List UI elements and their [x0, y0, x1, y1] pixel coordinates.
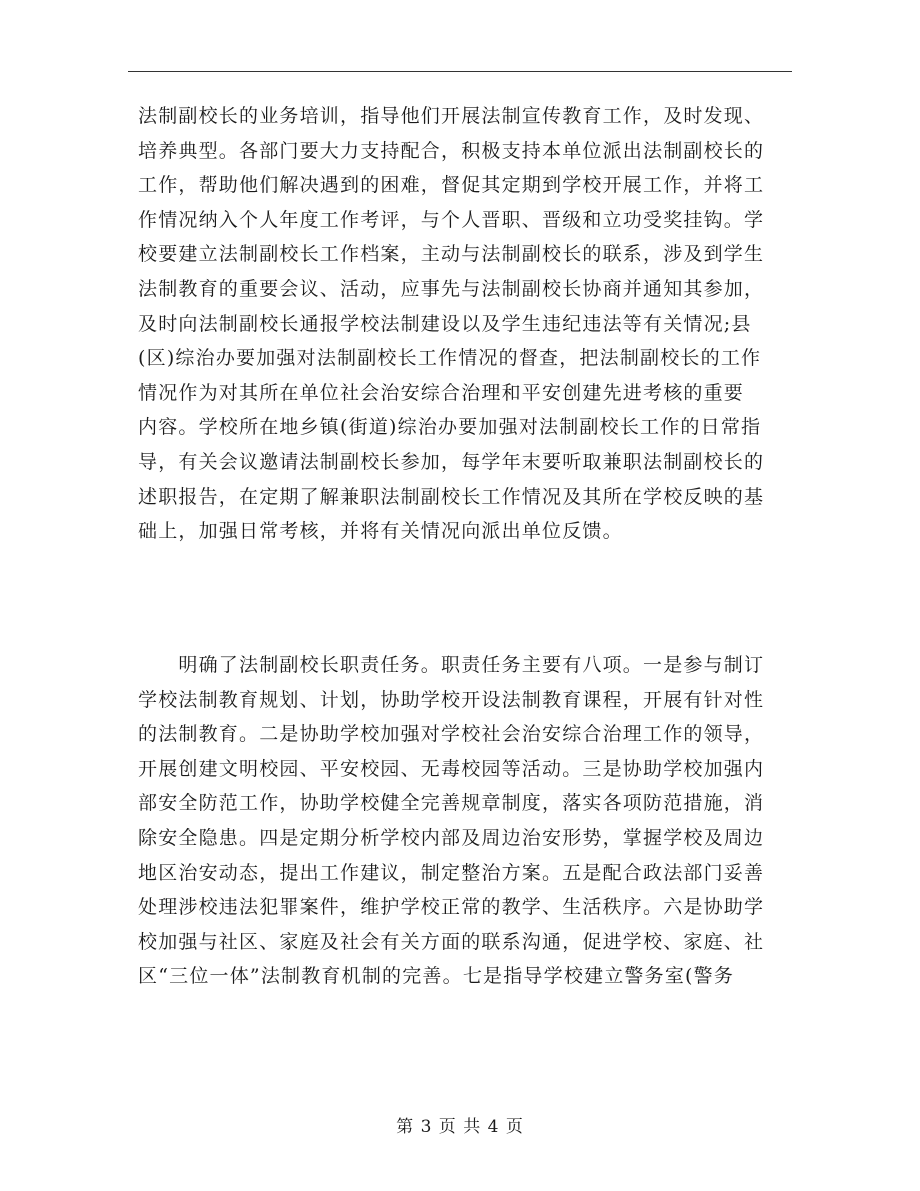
text-line: 校加强与社区、家庭及社会有关方面的联系沟通，促进学校、家庭、社 [138, 930, 765, 953]
text-line: 作情况纳入个人年度工作考评，与个人晋职、晋级和立功受奖挂钩。学 [138, 208, 765, 231]
text-line: 法制副校长的业务培训，指导他们开展法制宣传教育工作，及时发现、 [138, 105, 765, 127]
text-line: 开展创建文明校园、平安校园、无毒校园等活动。三是协助学校加强内 [138, 757, 765, 780]
paragraph-2 [138, 648, 778, 994]
text-line: 处理涉校违法犯罪案件，维护学校正常的教学、生活秩序。六是协助学 [138, 896, 765, 919]
text-line: 础上，加强日常考核，并将有关情况向派出单位反馈。 [138, 520, 623, 543]
paragraph-1 [138, 99, 778, 549]
text-line: 述职报告，在定期了解兼职法制副校长工作情况及其所在学校反映的基 [138, 485, 765, 508]
text-line: 工作，帮助他们解决遇到的困难，督促其定期到学校开展工作，并将工 [138, 174, 765, 197]
text-line: 内容。学校所在地乡镇(街道)综治办要加强对法制副校长工作的日常指 [138, 416, 762, 439]
text-line: 的法制教育。二是协助学校加强对学校社会治安综合治理工作的领导， [138, 723, 765, 746]
text-line: 及时向法制副校长通报学校法制建设以及学生违纪违法等有关情况;县 [138, 312, 752, 335]
text-line: 明确了法制副校长职责任务。职责任务主要有八项。一是参与制订 [138, 654, 765, 676]
text-line: 导，有关会议邀请法制副校长参加，每学年末要听取兼职法制副校长的 [138, 450, 765, 473]
text-line: 部安全防范工作，协助学校健全完善规章制度，落实各项防范措施，消 [138, 792, 765, 815]
text-line: 区“三位一体”法制教育机制的完善。七是指导学校建立警务室(警务 [138, 965, 735, 988]
text-line: 地区治安动态，提出工作建议，制定整治方案。五是配合政法部门妥善 [138, 861, 765, 884]
page-number: 第 3 页 共 4 页 [396, 1117, 524, 1137]
text-line: 校要建立法制副校长工作档案，主动与法制副校长的联系，涉及到学生 [138, 243, 765, 266]
text-line: 培养典型。各部门要大力支持配合，积极支持本单位派出法制副校长的 [138, 139, 765, 162]
text-line: 法制教育的重要会议、活动，应事先与法制副校长协商并通知其参加， [138, 277, 765, 300]
text-line: (区)综治办要加强对法制副校长工作情况的督查，把法制副校长的工作 [138, 347, 762, 370]
header-rule [128, 71, 792, 72]
text-line: 学校法制教育规划、计划，协助学校开设法制教育课程，开展有针对性 [138, 688, 765, 711]
text-line: 除安全隐患。四是定期分析学校内部及周边治安形势，掌握学校及周边 [138, 826, 765, 849]
text-line: 情况作为对其所在单位社会治安综合治理和平安创建先进考核的重要 [138, 381, 745, 404]
